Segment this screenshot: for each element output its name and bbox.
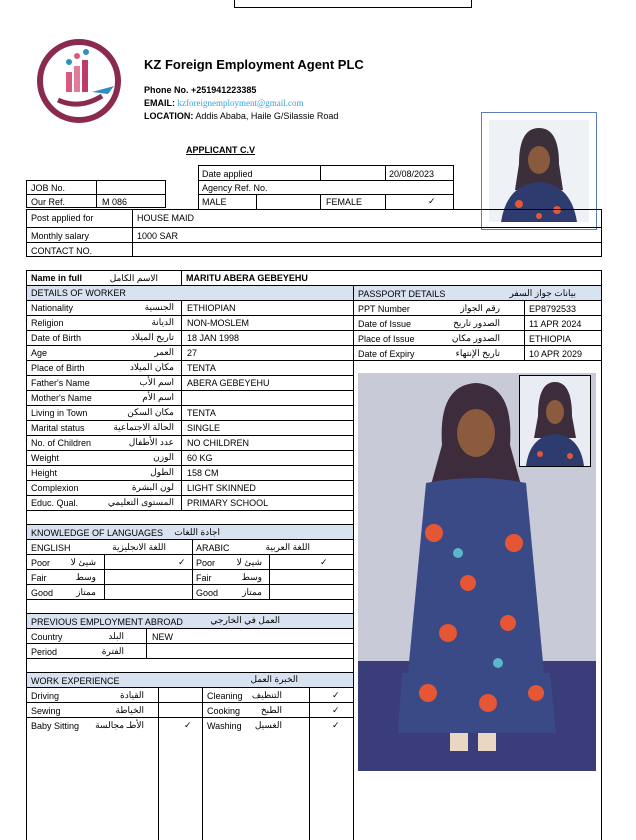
work-right-check: ✓: [332, 720, 340, 730]
email-label: EMAIL:: [144, 98, 175, 108]
worker-row-line: [26, 345, 181, 346]
worker-row-label-ar: اسم الأب: [139, 377, 174, 387]
lang-arabic-level: Fair: [196, 573, 212, 583]
top-header-box: [234, 0, 472, 8]
period-label: Period: [31, 647, 58, 657]
our-ref-label: Our Ref.: [31, 197, 66, 207]
worker-row-label: Father's Name: [31, 378, 90, 388]
lang-arabic-level: Good: [196, 588, 219, 598]
worker-header: DETAILS OF WORKER: [31, 288, 126, 298]
male-label: MALE: [202, 197, 227, 207]
location-line: [144, 111, 338, 121]
previous-header: PREVIOUS EMPLOYMENT ABROAD: [31, 617, 183, 627]
work-row-line: [26, 717, 353, 718]
worker-row-line: [26, 420, 181, 421]
worker-row-line: [26, 510, 181, 511]
worker-row-value: 27: [187, 348, 198, 358]
email-value[interactable]: kzforeignemployment@gmail.com: [177, 98, 304, 108]
job-no-label: JOB No.: [31, 183, 66, 193]
column-divider: [353, 285, 354, 840]
worker-row-line: [181, 405, 353, 406]
passport-header-ar: بيانات جواز السفر: [509, 288, 576, 298]
worker-row-value: TENTA: [187, 363, 216, 373]
phone-line: [144, 85, 256, 95]
passport-row-label-ar: رقم الجواز: [460, 303, 500, 313]
our-ref-value: M 086: [102, 197, 128, 207]
worker-row-line: [181, 435, 353, 436]
phone-value: +251941223385: [191, 85, 257, 95]
work-left-label: Baby Sitting: [31, 721, 80, 731]
country-value: NEW: [152, 632, 173, 642]
lang-english-level: Poor: [31, 558, 51, 568]
work-right-label: Cleaning: [207, 691, 243, 701]
worker-row-label: Date of Birth: [31, 333, 82, 343]
email-line: [144, 98, 304, 108]
inset-photo: [519, 375, 591, 467]
worker-row-label: Living in Town: [31, 408, 88, 418]
female-label: FEMALE: [326, 197, 363, 207]
contact-label: CONTACT NO.: [31, 246, 93, 256]
passport-row-line: [353, 330, 602, 331]
worker-row-line: [181, 450, 353, 451]
full-body-photo: [358, 373, 596, 771]
post-salary-box: [26, 209, 602, 257]
lang-row-line: [26, 599, 353, 600]
english-label: ENGLISH: [31, 543, 71, 553]
worker-row-value: ETHIOPIAN: [187, 303, 236, 313]
worker-row-value: 60 KG: [187, 453, 213, 463]
country-label: Country: [31, 632, 63, 642]
worker-row-label: Complexion: [31, 483, 79, 493]
company-logo: [36, 38, 122, 124]
date-applied-label: Date applied: [202, 169, 253, 179]
passport-row-label: Date of Issue: [358, 319, 412, 329]
worker-row-label: Nationality: [31, 303, 74, 313]
worker-row-value: NON-MOSLEM: [187, 318, 250, 328]
lang-english-level-ar: وسط: [75, 572, 96, 582]
worker-row-value: NO CHILDREN: [187, 438, 250, 448]
worker-row-label-ar: لون البشرة: [131, 482, 174, 492]
english-label-ar: اللغة الانجليزية: [112, 542, 166, 552]
passport-row-line: [353, 315, 602, 316]
lang-english-level: Good: [31, 588, 54, 598]
work-left-label-ar: الأطـ مجالسة: [95, 720, 144, 730]
worker-row-label: Religion: [31, 318, 64, 328]
worker-row-label-ar: عدد الأطفال: [128, 437, 174, 447]
worker-row-label: Mother's Name: [31, 393, 92, 403]
worker-row-value: ABERA GEBEYEHU: [187, 378, 270, 388]
work-right-label-ar: التنظيف: [251, 690, 282, 700]
lang-arabic-level-ar: ممتاز: [242, 587, 262, 597]
worker-row-line: [181, 375, 353, 376]
passport-row-line: [353, 360, 602, 361]
worker-row-value: 18 JAN 1998: [187, 333, 240, 343]
lang-arabic-level-ar: شيئ لا: [236, 557, 262, 567]
lang-english-level-ar: شيئ لا: [70, 557, 96, 567]
arabic-label: ARABIC: [196, 543, 230, 553]
work-left-label: Driving: [31, 691, 60, 701]
worker-row-line: [181, 315, 353, 316]
languages-header: KNOWLEDGE OF LANGUAGES: [31, 528, 164, 538]
work-left-label-ar: الخياطة: [115, 705, 144, 715]
passport-photo: [489, 120, 589, 222]
passport-row-value: ETHIOPIA: [529, 334, 572, 344]
phone-label: Phone No.: [144, 85, 189, 95]
lang-row-line: [26, 569, 353, 570]
worker-row-line: [181, 345, 353, 346]
worker-row-line: [181, 480, 353, 481]
worker-row-label: Marital status: [31, 423, 85, 433]
work-right-label: Washing: [207, 721, 242, 731]
worker-row-line: [26, 435, 181, 436]
work-right-label-ar: الغسيل: [254, 720, 282, 730]
lang-arabic-level: Poor: [196, 558, 216, 568]
worker-left-border: [26, 300, 27, 510]
worker-row-line: [181, 330, 353, 331]
worker-row-line: [26, 390, 181, 391]
work-right-check: ✓: [332, 690, 340, 700]
work-left-label: Sewing: [31, 706, 61, 716]
worker-row-label: Place of Birth: [31, 363, 85, 373]
worker-row-line: [26, 330, 181, 331]
worker-row-label: Educ. Qual.: [31, 498, 79, 508]
lang-english-level: Fair: [31, 573, 47, 583]
name-value: MARITU ABERA GEBEYEHU: [186, 273, 308, 283]
passport-row-label: Place of Issue: [358, 334, 415, 344]
worker-row-label-ar: الديانة: [151, 317, 174, 327]
name-label: Name in full: [31, 273, 83, 283]
worker-row-label-ar: العمر: [154, 347, 174, 357]
post-value: HOUSE MAID: [137, 213, 195, 223]
work-left-label-ar: القيادة: [120, 690, 144, 700]
work-header: WORK EXPERIENCE: [31, 676, 120, 686]
worker-row-line: [26, 495, 181, 496]
passport-row-value: EP8792533: [529, 304, 577, 314]
work-right-label: Cooking: [207, 706, 241, 716]
work-right-label-ar: الطبخ: [260, 705, 282, 715]
location-value: Addis Ababa, Haile G/Silassie Road: [195, 111, 339, 121]
lang-row-line: [26, 584, 353, 585]
worker-row-label-ar: الوزن: [153, 452, 174, 462]
worker-row-label: Height: [31, 468, 58, 478]
worker-row-line: [181, 495, 353, 496]
work-right-check: ✓: [332, 705, 340, 715]
worker-row-line: [26, 450, 181, 451]
lang-english-level-ar: ممتاز: [76, 587, 96, 597]
worker-row-line: [26, 480, 181, 481]
work-left-check: ✓: [184, 720, 192, 730]
worker-row-value: LIGHT SKINNED: [187, 483, 256, 493]
previous-header-ar: العمل في الخارجي: [210, 615, 280, 625]
work-row-line: [26, 702, 353, 703]
passport-row-value: 10 APR 2029: [529, 349, 583, 359]
passport-row-label-ar: تاريخ الإنتهاء: [455, 348, 500, 358]
work-header-ar: الخبرة العمل: [250, 674, 298, 684]
date-applied-value: 20/08/2023: [389, 169, 435, 179]
worker-row-label-ar: الجنسية: [144, 302, 174, 312]
post-label: Post applied for: [31, 213, 94, 223]
worker-row-line: [26, 375, 181, 376]
worker-row-line: [181, 510, 353, 511]
worker-row-label: No. of Children: [31, 438, 92, 448]
location-label: LOCATION:: [144, 111, 194, 121]
worker-row-line: [26, 405, 181, 406]
worker-row-line: [181, 360, 353, 361]
page-title: APPLICANT C.V: [186, 145, 256, 155]
worker-row-line: [181, 420, 353, 421]
arabic-label-ar: اللغة العربية: [265, 542, 310, 552]
worker-row-line: [26, 360, 181, 361]
worker-row-line: [181, 465, 353, 466]
worker-row-label-ar: الطول: [150, 467, 174, 477]
languages-header-ar: اجادة اللغات: [174, 527, 220, 537]
worker-row-label-ar: الحالة الاجتماعية: [113, 422, 174, 432]
worker-row-value: 158 CM: [187, 468, 219, 478]
worker-row-value: TENTA: [187, 408, 216, 418]
salary-label: Monthly salary: [31, 231, 90, 241]
worker-row-label-ar: مكان السكن: [127, 407, 174, 417]
country-label-ar: البلد: [108, 631, 124, 641]
passport-row-label: Date of Expiry: [358, 349, 415, 359]
lang-arabic-level-ar: وسط: [241, 572, 262, 582]
worker-row-label: Weight: [31, 453, 59, 463]
period-label-ar: الفترة: [101, 646, 124, 656]
worker-row-label: Age: [31, 348, 48, 358]
lang-arabic-check: ✓: [320, 557, 328, 567]
worker-row-line: [26, 315, 181, 316]
worker-row-value: SINGLE: [187, 423, 221, 433]
company-name: KZ Foreign Employment Agent PLC: [144, 57, 364, 72]
passport-row-label-ar: الصدور تاريخ: [453, 318, 500, 328]
name-label-ar: الاسم الكامل: [109, 273, 158, 283]
passport-header: PASSPORT DETAILS: [358, 289, 446, 299]
worker-row-label-ar: تاريخ الميلاد: [131, 332, 174, 342]
salary-value: 1000 SAR: [137, 231, 179, 241]
passport-row-label: PPT Number: [358, 304, 410, 314]
worker-row-line: [26, 465, 181, 466]
passport-row-line: [353, 345, 602, 346]
agency-ref-label: Agency Ref. No.: [202, 183, 268, 193]
passport-row-label-ar: الصدور مكان: [451, 333, 500, 343]
worker-row-value: PRIMARY SCHOOL: [187, 498, 269, 508]
worker-row-label-ar: مكان الميلاد: [129, 362, 174, 372]
worker-row-label-ar: اسم الأم: [142, 392, 174, 402]
lang-english-check: ✓: [178, 557, 186, 567]
passport-row-value: 11 APR 2024: [529, 319, 582, 329]
female-checkbox[interactable]: ✓: [428, 196, 436, 206]
worker-row-line: [181, 390, 353, 391]
worker-row-label-ar: المستوى التعليمي: [107, 497, 174, 507]
